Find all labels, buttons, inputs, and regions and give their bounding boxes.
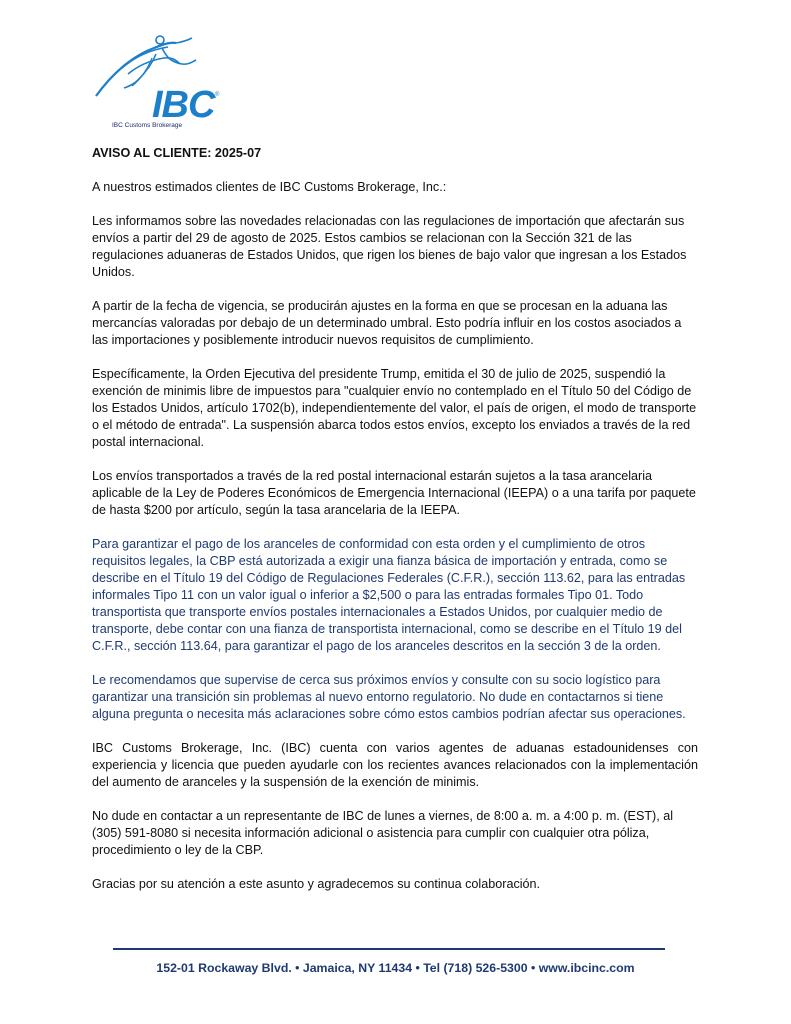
- footer-address: 152-01 Rockaway Blvd. • Jamaica, NY 11434 • Tel (718) 526-5300 • www.ibcinc.com: [156, 961, 635, 975]
- paragraph-bond-requirements: Para garantizar el pago de los aranceles de conformidad con esta orden y el cumplimiento de otros requisitos legales, la CBP está autorizada a exigir una fianza básica de importación y entrada, como se describe en el Título 19 del Código de Regulaciones Federales (C.F.R.), sección 113.62, para las entradas informales Tipo 11 con un valor igual o inferior a $2,500 o para las entradas formales Tipo 01. Todo transportista que transporte envíos postales internacionales a Estados Unidos, por cualquier medio de transporte, debe contar con una fianza de transportista internacional, como se describe en el Título 19 del C.F.R., sección 113.64, para garantizar el pago de los aranceles descritos en la sección 3 de la orden.: [92, 537, 686, 653]
- notice-greeting: A nuestros estimados clientes de IBC Customs Brokerage, Inc.:: [92, 180, 447, 194]
- notice-title: AVISO AL CLIENTE: 2025-07: [92, 146, 262, 160]
- logo-brand-text: IBC: [152, 84, 215, 126]
- paragraph-closing: Gracias por su atención a este asunto y agradecemos su continua colaboración.: [92, 877, 541, 891]
- paragraph-threshold: A partir de la fecha de vigencia, se producirán ajustes en la forma en que se procesan en la aduana las mercancías valoradas por debajo de un determinado umbral. Esto podría influir en los costos asociados a las importaciones y posiblemente introducir nuevos requisitos de cumplimiento.: [92, 299, 682, 347]
- company-logo: [92, 34, 232, 134]
- paragraph-postal-network: Los envíos transportados a través de la red postal internacional estarán sujetos a la tasa arancelaria aplicable de la Ley de Poderes Económicos de Emergencia Internacional (IEEPA) o a una tarifa por paquete de hasta $200 por artículo, según la tasa arancelaria de la IEEPA.: [92, 469, 696, 517]
- paragraph-effective-date: Les informamos sobre las novedades relacionadas con las regulaciones de importación que afectarán sus envíos a partir del 29 de agosto de 2025. Estos cambios se relacionan con la Sección 321 de las regulaciones aduaneras de Estados Unidos, que rigen los bienes de bajo valor que ingresan a los Estados Unidos.: [92, 214, 687, 279]
- notice-body: [92, 145, 698, 910]
- logo-subtitle: IBC Customs Brokerage: [112, 122, 183, 129]
- paragraph-executive-order: Específicamente, la Orden Ejecutiva del presidente Trump, emitida el 30 de julio de 2025, suspendió la exención de minimis libre de impuestos para "cualquier envío no contemplado en el Título 50 del Código de los Estados Unidos, artículo 1702(b), independientemente del valor, el país de origen, el modo de transporte o el método de entrada". La suspensión abarca todos estos envíos, excepto los enviados a través de la red postal internacional.: [92, 367, 697, 449]
- paragraph-about-ibc: IBC Customs Brokerage, Inc. (IBC) cuenta con varios agentes de aduanas estadounidenses con experiencia y licencia que pueden ayudarle con los recientes avances relacionados con la implementación del aumento de aranceles y la suspensión de la exención de minimis.: [92, 741, 698, 789]
- paragraph-contact: No dude en contactar a un representante de IBC de lunes a viernes, de 8:00 a. m. a 4:00 p. m. (EST), al (305) 591-8080 si necesita información adicional o asistencia para cumplir con cualquier otra póliza, procedimiento o ley de la CBP.: [92, 809, 674, 857]
- footer-divider: [113, 948, 665, 950]
- logo-registered-mark: ®: [215, 92, 220, 98]
- paragraph-recommendation: Le recomendamos que supervise de cerca sus próximos envíos y consulte con su socio logístico para garantizar una transición sin problemas al nuevo entorno regulatorio. No dude en contactarnos si tiene alguna pregunta o necesita más aclaraciones sobre cómo estos cambios podrían afectar sus operaciones.: [92, 673, 686, 721]
